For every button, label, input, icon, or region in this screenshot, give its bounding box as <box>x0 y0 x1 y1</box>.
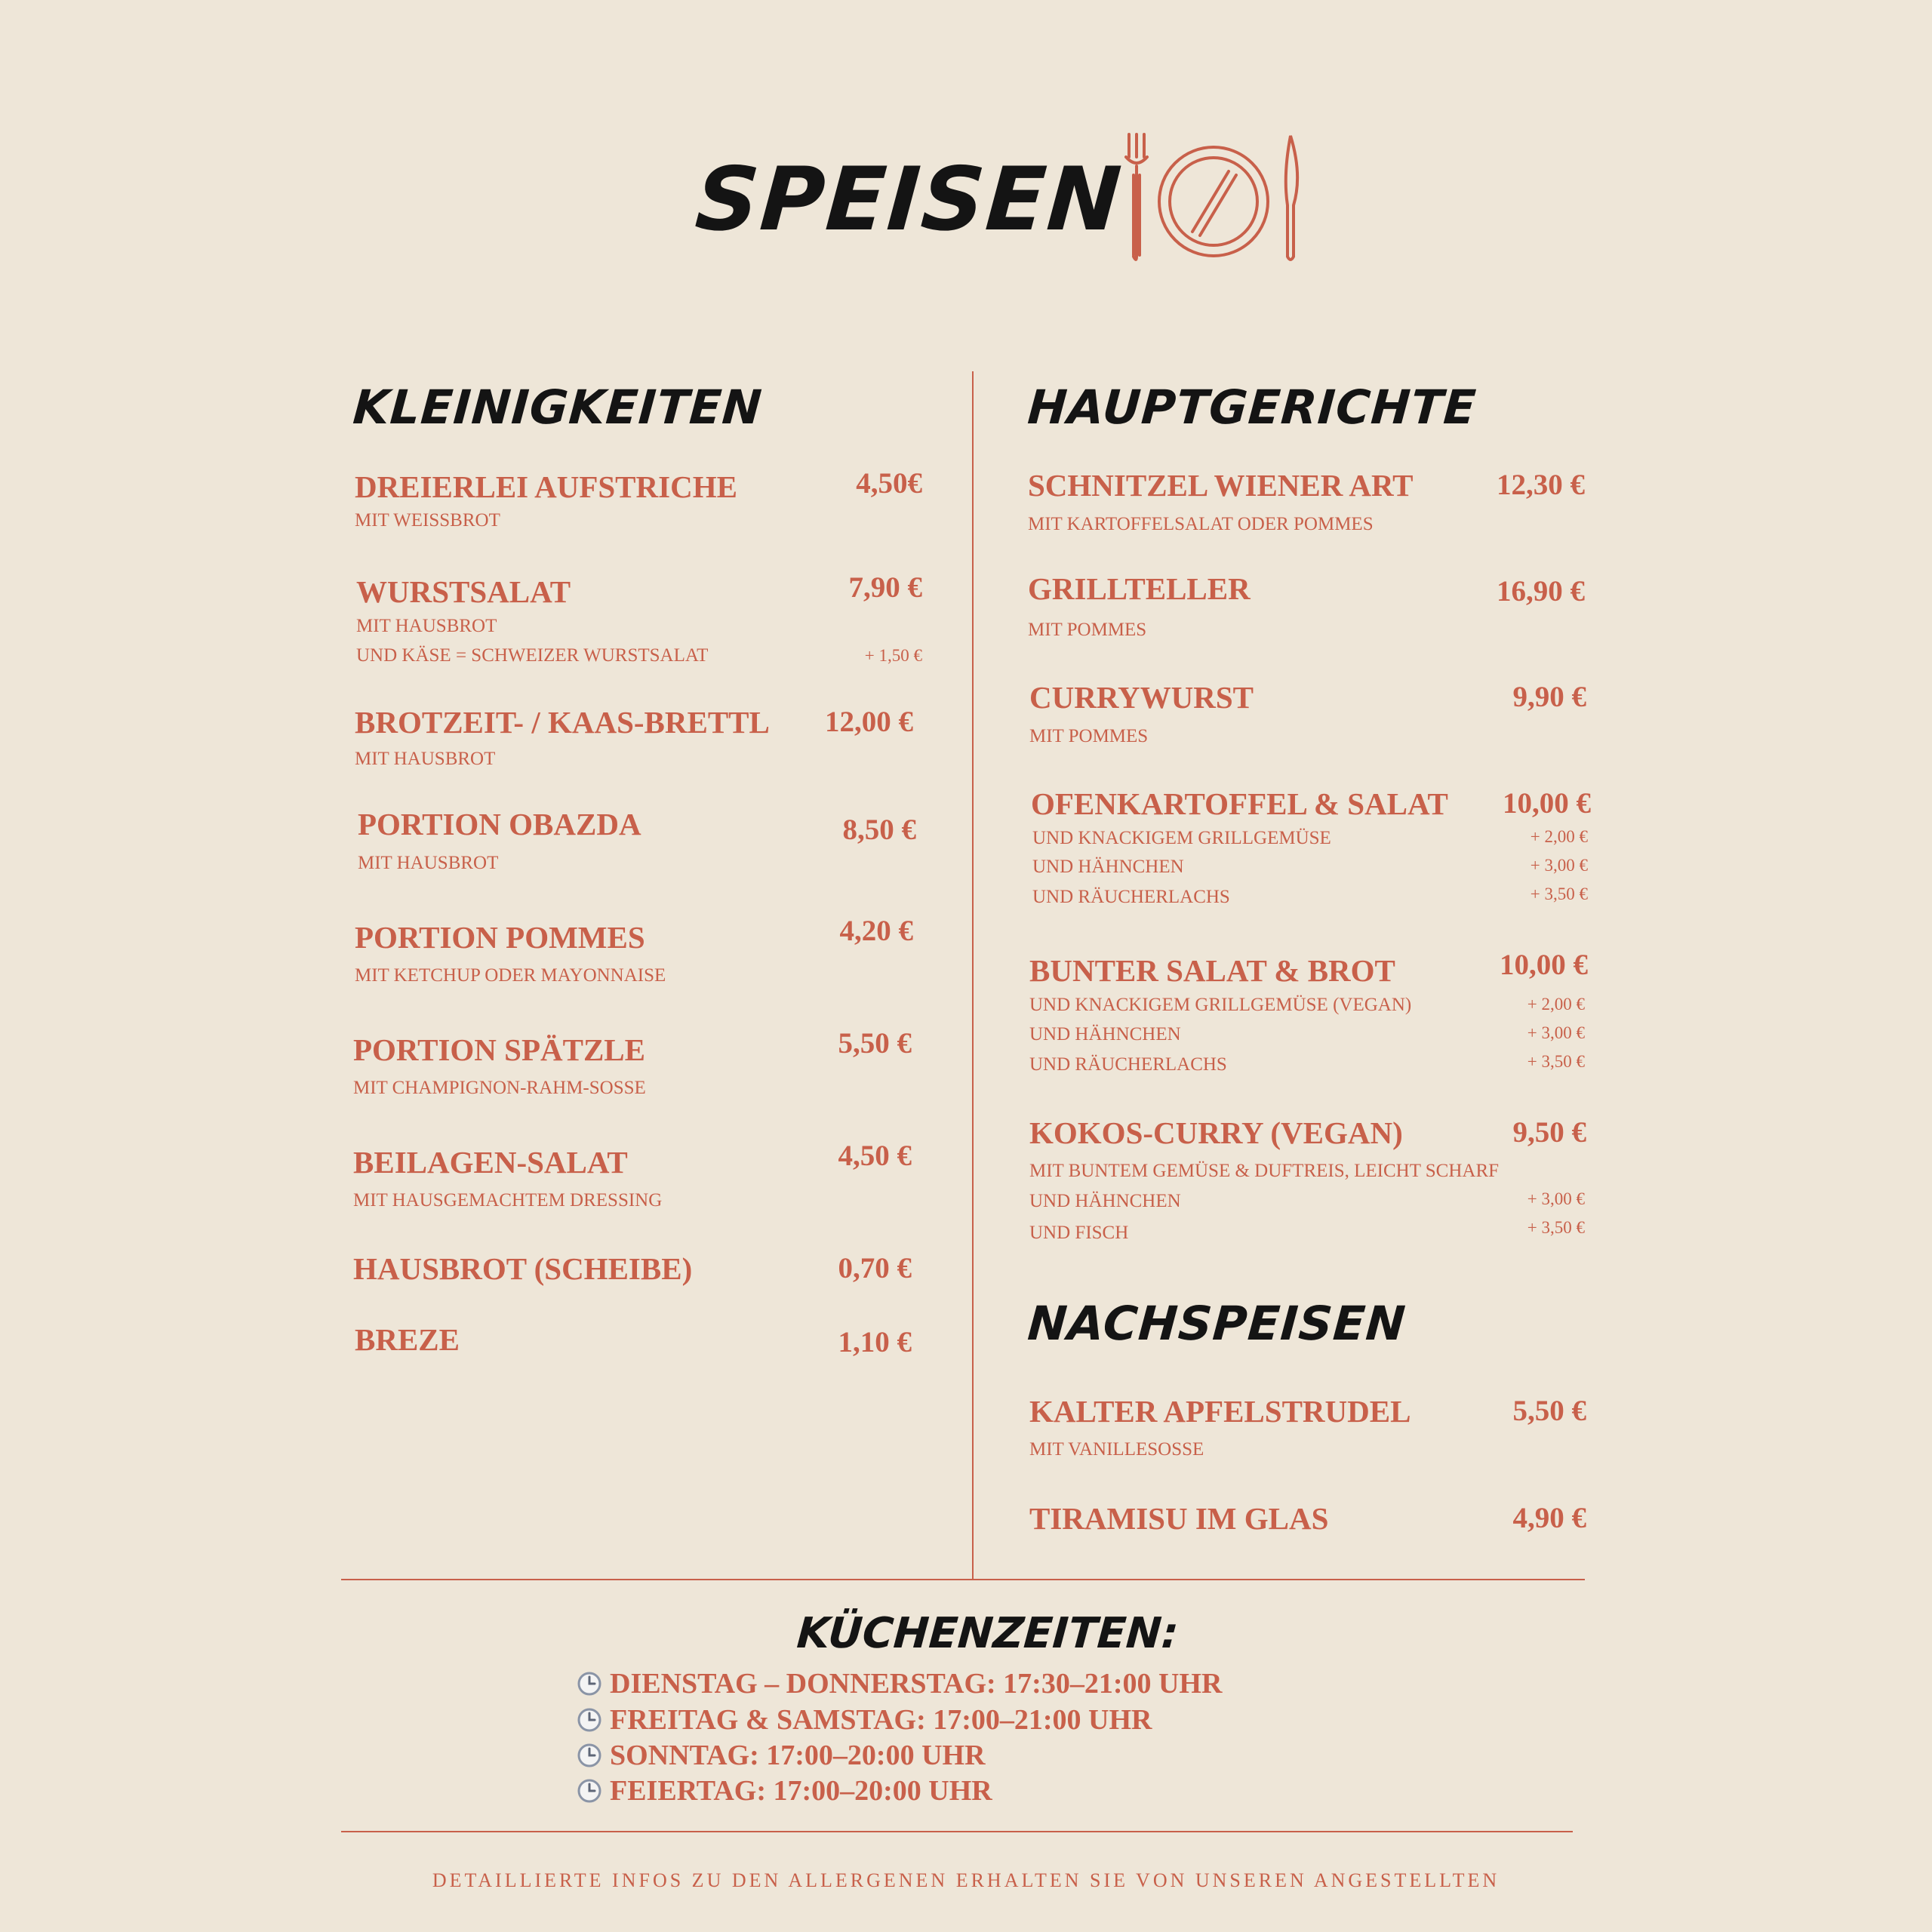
item-name: OFENKARTOFFEL & SALAT <box>1031 786 1448 821</box>
item-description: MIT HAUSBROT <box>356 616 497 636</box>
hours-row <box>577 1775 992 1807</box>
plate-cutlery-icon <box>1123 130 1304 266</box>
item-name: WURSTSALAT <box>356 574 571 609</box>
item-price: 9,50 € <box>1512 1116 1586 1149</box>
item-price: 10,00 € <box>1503 787 1591 820</box>
item-option: UND HÄHNCHEN <box>1029 1024 1181 1044</box>
item-option: UND FISCH <box>1029 1223 1129 1243</box>
item-description: MIT HAUSBROT <box>358 853 499 873</box>
hours-text: FEIERTAG: 17:00–20:00 UHR <box>610 1775 992 1807</box>
item-name: BEILAGEN-SALAT <box>353 1145 628 1180</box>
item-price: 5,50 € <box>838 1027 912 1060</box>
item-description: MIT HAUSBROT <box>355 749 496 769</box>
menu-bottom-divider <box>341 1579 1585 1580</box>
item-price: 10,00 € <box>1500 949 1588 981</box>
item-name: PORTION SPÄTZLE <box>353 1032 645 1067</box>
option-price: + 3,00 € <box>1527 1189 1585 1208</box>
item-price: 9,90 € <box>1512 681 1586 713</box>
option-price: + 2,00 € <box>1530 827 1588 846</box>
section-title-hauptgerichte: HAUPTGERICHTE <box>1026 380 1478 435</box>
item-description: MIT POMMES <box>1029 726 1149 746</box>
item-description: MIT KETCHUP ODER MAYONNAISE <box>355 965 666 986</box>
hours-text: DIENSTAG – DONNERSTAG: 17:30–21:00 UHR <box>610 1668 1223 1700</box>
item-name: KALTER APFELSTRUDEL <box>1029 1394 1411 1429</box>
item-option: UND RÄUCHERLACHS <box>1032 887 1230 907</box>
kitchen-hours-title: KÜCHENZEITEN: <box>795 1609 1180 1658</box>
item-description: MIT WEISSBROT <box>355 510 500 531</box>
item-option: UND KNACKIGEM GRILLGEMÜSE <box>1032 828 1331 848</box>
item-name: BREZE <box>355 1322 460 1357</box>
option-price: + 3,00 € <box>1530 856 1588 875</box>
section-title-nachspeisen: NACHSPEISEN <box>1026 1296 1408 1351</box>
item-price: 12,00 € <box>825 706 913 738</box>
item-option: UND RÄUCHERLACHS <box>1029 1054 1227 1075</box>
clock-icon <box>577 1778 602 1804</box>
item-name: DREIERLEI AUFSTRICHE <box>355 469 737 504</box>
hours-row <box>577 1668 1222 1700</box>
item-description: MIT HAUSGEMACHTEM DRESSING <box>353 1190 663 1211</box>
item-description: MIT KARTOFFELSALAT ODER POMMES <box>1028 514 1374 534</box>
option-price: + 3,00 € <box>1527 1023 1585 1042</box>
item-description: MIT BUNTEM GEMÜSE & DUFTREIS, LEICHT SCHARF <box>1029 1161 1500 1181</box>
allergen-note: DETAILLIERTE INFOS ZU DEN ALLERGENEN ERHALTEN SIE VON UNSEREN ANGESTELLTEN <box>432 1869 1500 1891</box>
item-price: 4,50€ <box>856 467 922 500</box>
item-price: 4,90 € <box>1512 1502 1586 1534</box>
clock-icon <box>577 1671 602 1697</box>
item-option: UND HÄHNCHEN <box>1032 857 1184 877</box>
item-name: BROTZEIT- / KAAS-BRETTL <box>355 705 770 740</box>
item-price: 0,70 € <box>838 1252 912 1284</box>
clock-icon <box>577 1743 602 1768</box>
item-description: MIT VANILLESOSSE <box>1029 1439 1204 1460</box>
page-title: SPEISEN <box>692 149 1126 251</box>
item-option: UND KÄSE = SCHWEIZER WURSTSALAT <box>356 645 709 666</box>
item-name: HAUSBROT (SCHEIBE) <box>353 1251 693 1286</box>
item-name: CURRYWURST <box>1029 680 1254 715</box>
item-price: 16,90 € <box>1497 575 1585 608</box>
hours-bottom-divider <box>341 1831 1573 1832</box>
section-title-kleinigkeiten: KLEINIGKEITEN <box>351 380 764 435</box>
item-price: 7,90 € <box>848 571 922 604</box>
item-name: PORTION OBAZDA <box>358 807 641 841</box>
item-name: SCHNITZEL WIENER ART <box>1028 468 1414 503</box>
item-price: 1,10 € <box>838 1326 912 1358</box>
item-price: 8,50 € <box>842 814 916 846</box>
item-option: UND KNACKIGEM GRILLGEMÜSE (VEGAN) <box>1029 995 1412 1015</box>
hours-row <box>577 1740 986 1771</box>
hours-row <box>577 1704 1152 1736</box>
hours-text: SONNTAG: 17:00–20:00 UHR <box>610 1740 986 1771</box>
option-price: + 3,50 € <box>1527 1052 1585 1071</box>
column-divider <box>972 371 974 1579</box>
item-price: 12,30 € <box>1497 469 1585 501</box>
item-name: GRILLTELLER <box>1028 571 1251 606</box>
item-name: PORTION POMMES <box>355 920 645 955</box>
item-description: MIT CHAMPIGNON-RAHM-SOSSE <box>353 1078 646 1098</box>
option-price: + 3,50 € <box>1530 884 1588 903</box>
hours-text: FREITAG & SAMSTAG: 17:00–21:00 UHR <box>610 1704 1152 1736</box>
option-price: + 2,00 € <box>1527 995 1585 1014</box>
item-name: TIRAMISU IM GLAS <box>1029 1501 1329 1536</box>
item-name: BUNTER SALAT & BROT <box>1029 953 1395 988</box>
item-price: 5,50 € <box>1512 1395 1586 1427</box>
option-price: + 1,50 € <box>864 646 922 665</box>
item-description: MIT POMMES <box>1028 620 1147 640</box>
option-price: + 3,50 € <box>1527 1218 1585 1237</box>
item-price: 4,20 € <box>839 915 913 947</box>
item-price: 4,50 € <box>838 1140 912 1172</box>
clock-icon <box>577 1707 602 1733</box>
item-name: KOKOS-CURRY (VEGAN) <box>1029 1115 1403 1150</box>
item-option: UND HÄHNCHEN <box>1029 1191 1181 1211</box>
